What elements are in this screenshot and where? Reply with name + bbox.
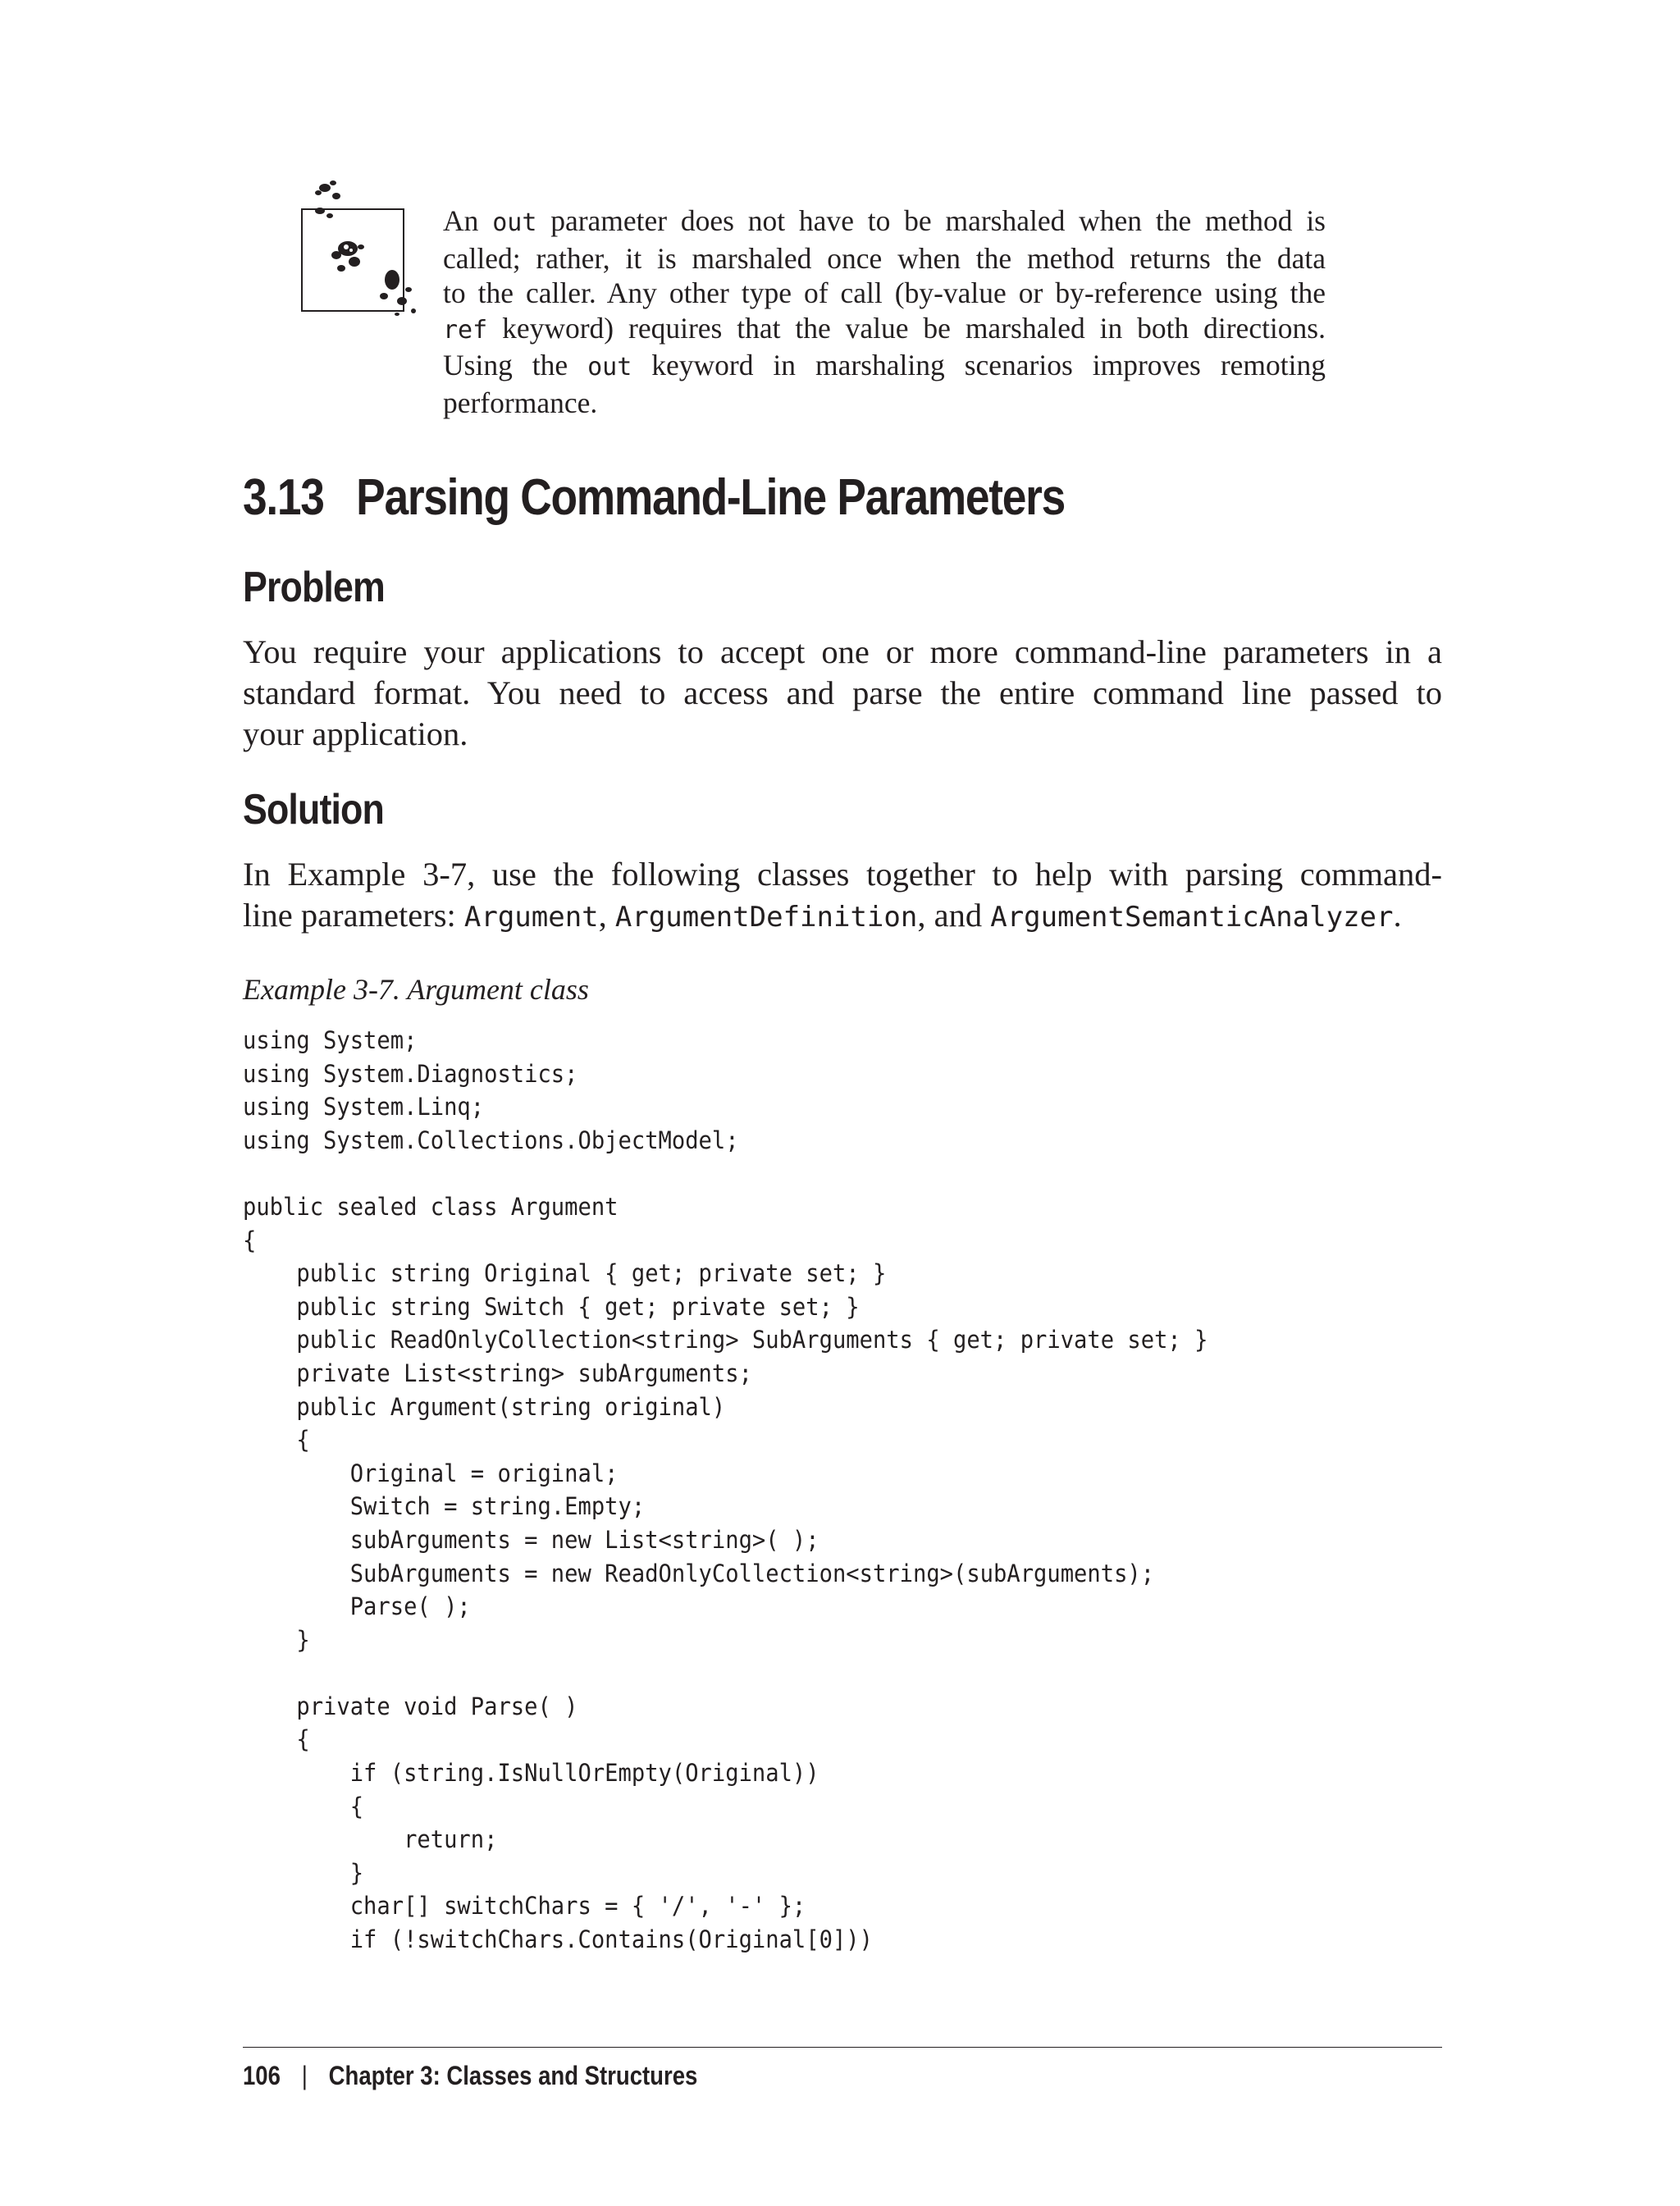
tip-note-text xyxy=(443,203,1326,421)
note-line: to the caller. Any other type of call (by-value or by-reference using the xyxy=(443,276,1326,310)
code-line: using System.Linq; xyxy=(243,1093,485,1121)
section-title-text: Parsing Command-Line Parameters xyxy=(356,469,1065,526)
solution-heading: Solution xyxy=(243,786,384,834)
code-line xyxy=(243,1157,1208,1190)
code-line: private List<string> subArguments; xyxy=(243,1359,752,1387)
section-number: 3.13 xyxy=(243,469,324,526)
code-line: { xyxy=(243,1792,364,1820)
code-line: SubArguments = new ReadOnlyCollection<string>(subArguments); xyxy=(243,1559,1155,1587)
code-line: Parse( ); xyxy=(243,1592,471,1621)
code-line: Switch = string.Empty; xyxy=(243,1492,646,1521)
code-line: } xyxy=(243,1625,310,1654)
code-listing xyxy=(243,1024,1292,1957)
note-line: called; rather, it is marshaled once when the method returns the data xyxy=(443,241,1326,275)
footer-rule xyxy=(243,2047,1442,2048)
inline-code: ArgumentDefinition xyxy=(614,901,918,934)
note-line: Using the out keyword in marshaling scenarios improves remoting xyxy=(443,349,1326,382)
example-caption: Example 3-7. Argument class xyxy=(243,973,589,1006)
paragraph-line: In Example 3-7, use the following classes together to help with parsing command- xyxy=(243,856,1442,893)
code-line: { xyxy=(243,1725,310,1754)
inline-code: ArgumentSemanticAnalyzer xyxy=(990,901,1394,934)
paragraph-line: line parameters: Argument, ArgumentDefinition, and ArgumentSemanticAnalyzer. xyxy=(243,897,1402,934)
page-number: 106 xyxy=(243,2061,281,2090)
note-line: performance. xyxy=(443,386,598,419)
code-line: public Argument(string original) xyxy=(243,1392,726,1421)
code-line: if (string.IsNullOrEmpty(Original)) xyxy=(243,1759,819,1788)
code-line: } xyxy=(243,1858,364,1887)
code-line: { xyxy=(243,1226,257,1254)
code-line: { xyxy=(243,1426,310,1455)
code-line: public sealed class Argument xyxy=(243,1192,619,1221)
code-line: public string Original { get; private set; } xyxy=(243,1259,887,1288)
code-line: public ReadOnlyCollection<string> SubArguments { get; private set; } xyxy=(243,1326,1208,1354)
solution-paragraph xyxy=(243,854,1442,938)
paragraph-line: You require your applications to accept one or more command-line parameters in a xyxy=(243,633,1442,670)
raccoon-tip-icon xyxy=(300,176,423,328)
code-line: if (!switchChars.Contains(Original[0])) xyxy=(243,1925,873,1954)
code-line xyxy=(243,1656,1208,1690)
note-line: An out parameter does not have to be marshaled when the method is xyxy=(443,204,1326,237)
code-line: private void Parse( ) xyxy=(243,1692,578,1720)
code-line: using System.Diagnostics; xyxy=(243,1059,578,1088)
code-line: using System; xyxy=(243,1026,418,1054)
code-line: subArguments = new List<string>( ); xyxy=(243,1525,819,1554)
paragraph-line: standard format. You need to access and parse the entire command line passed to xyxy=(243,674,1442,711)
problem-heading: Problem xyxy=(243,564,385,611)
section-title xyxy=(243,465,1065,531)
paragraph-line: your application. xyxy=(243,715,468,752)
chapter-title: Chapter 3: Classes and Structures xyxy=(328,2061,698,2090)
code-line: public string Switch { get; private set; } xyxy=(243,1292,860,1321)
code-line: char[] switchChars = { '/', '-' }; xyxy=(243,1892,806,1921)
page-footer xyxy=(243,2058,697,2094)
code-line: return; xyxy=(243,1825,498,1854)
note-line: ref keyword) requires that the value be marshaled in both directions. xyxy=(443,311,1326,345)
inline-code: Argument xyxy=(463,901,599,934)
problem-paragraph xyxy=(243,632,1442,755)
code-line: using System.Collections.ObjectModel; xyxy=(243,1126,739,1154)
footer-separator: | xyxy=(301,2061,308,2090)
code-line: Original = original; xyxy=(243,1459,619,1487)
